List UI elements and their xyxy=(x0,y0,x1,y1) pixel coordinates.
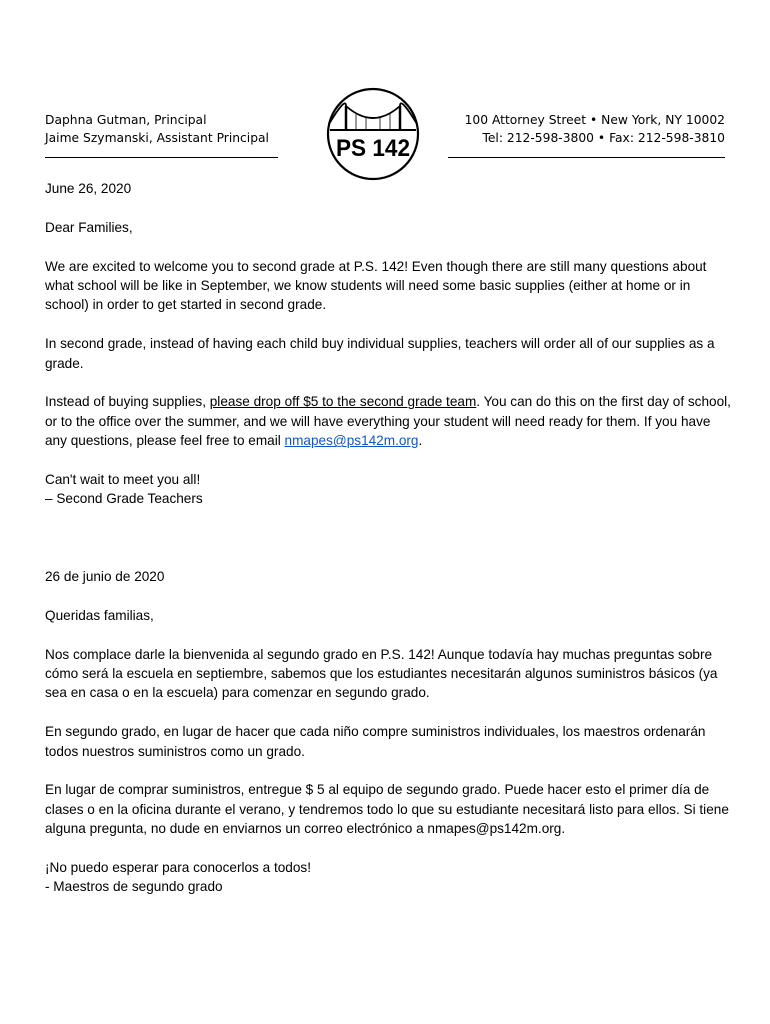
letter-paragraph-welcome: We are excited to welcome you to second grade at P.S. 142! Even though there are still many questions about what school will be like in September, we know students will need some basic supplies (either at home or in school) in order to get started in second grade. xyxy=(45,258,707,313)
principal-name: Daphna Gutman, Principal xyxy=(45,113,207,127)
letter-paragraph-supplies: In second grade, instead of having each child buy individual supplies, teachers will order all of our supplies as a grade. xyxy=(45,336,715,371)
school-logo xyxy=(320,86,426,182)
letter-date: June 26, 2020 xyxy=(45,181,132,196)
carta-parrafo-pago: En lugar de comprar suministros, entregue $ 5 al equipo de segundo grado. Puede hacer esto el primer día de clases o en la oficina durante el verano, y tendremos todo lo que su estudiante necesitará listo para ellos. Si tiene alguna pregunta, no dude en enviarnos un correo electrónico a nmapes@ps142m.org. xyxy=(45,782,729,837)
carta-parrafo-bienvenida: Nos complace darle la bienvenida al segundo grado en P.S. 142! Aunque todavía hay muchas preguntas sobre cómo será la escuela en septiembre, sabemos que los estudiantes necesitarán algunos suministros básicos (ya sea en casa o en la escuela) para comenzar en segundo grado. xyxy=(45,646,718,701)
letter-signature: – Second Grade Teachers xyxy=(45,491,203,507)
letter-greeting: Dear Families, xyxy=(45,219,133,235)
carta-firma: - Maestros de segundo grado xyxy=(45,879,223,895)
payment-instruction-underlined: please drop off $5 to the second grade team xyxy=(209,394,477,410)
logo-text: PS 142 xyxy=(336,135,410,162)
letterhead-staff xyxy=(45,111,269,147)
carta-despedida: ¡No puedo esperar para conocerlos a todos! xyxy=(45,860,311,876)
carta-saludo: Queridas familias, xyxy=(45,607,154,623)
english-letter xyxy=(45,179,735,509)
payment-text-start: Instead of buying supplies, xyxy=(45,394,210,410)
contact-email-link[interactable]: nmapes@ps142m.org xyxy=(284,433,419,449)
payment-text-middle: . You can do this on the first day of school, or to the office over the summer, and we will have everything your student will need ready for them. If you have any questions, please feel free to email xyxy=(45,394,731,449)
letter-paragraph-payment xyxy=(45,392,735,450)
letterhead-rule-right xyxy=(448,157,725,158)
letter-closing: Can't wait to meet you all! xyxy=(45,472,201,488)
carta-parrafo-suministros: En segundo grado, en lugar de hacer que cada niño compre suministros individuales, los maestros ordenarán todos nuestros suministros como un grado. xyxy=(45,724,706,759)
school-address: 100 Attorney Street • New York, NY 10002 xyxy=(464,113,725,127)
letterhead-rule-left xyxy=(45,157,278,158)
assistant-principal-name: Jaime Szymanski, Assistant Principal xyxy=(45,131,269,145)
letterhead-contact xyxy=(465,111,725,147)
school-phone-fax: Tel: 212-598-3800 • Fax: 212-598-3810 xyxy=(482,131,725,145)
carta-fecha: 26 de junio de 2020 xyxy=(45,569,165,584)
payment-text-end: . xyxy=(418,433,423,449)
spanish-letter xyxy=(45,567,735,897)
